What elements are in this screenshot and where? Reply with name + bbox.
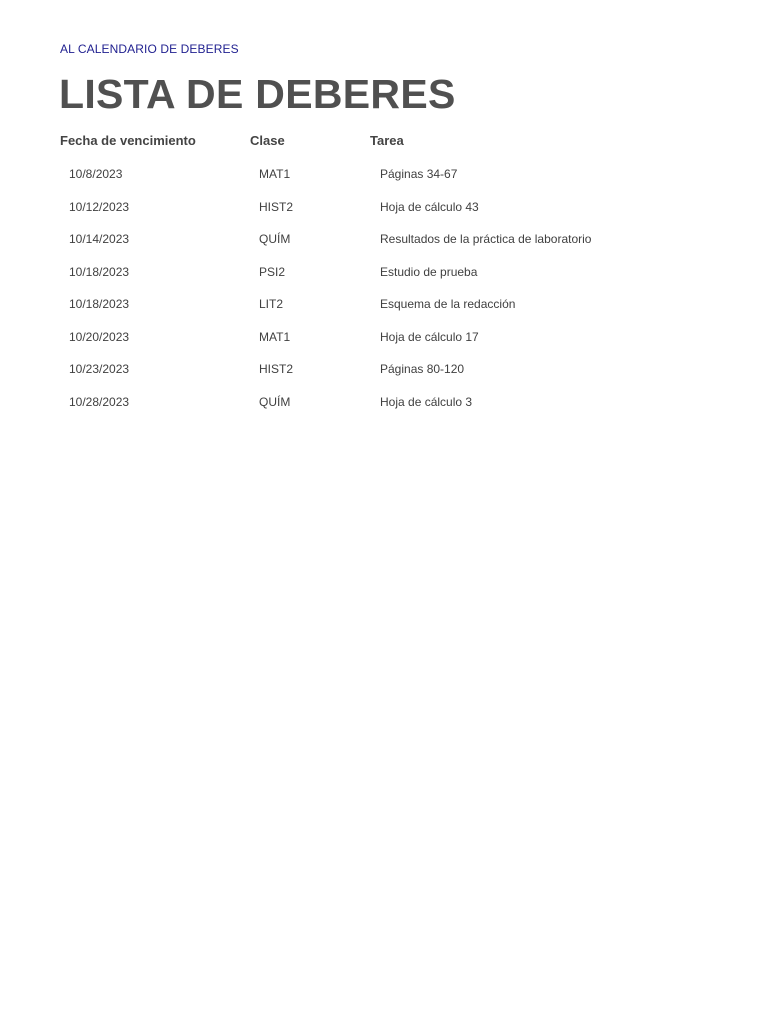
table-row xyxy=(60,263,700,296)
homework-table xyxy=(60,133,700,409)
due-date-cell: 10/20/2023 xyxy=(69,329,130,344)
task-cell: Páginas 80-120 xyxy=(380,362,465,376)
class-cell: HIST2 xyxy=(259,362,294,376)
due-date-cell: 10/23/2023 xyxy=(69,362,130,376)
header-class: Clase xyxy=(250,133,285,148)
header-task: Tarea xyxy=(370,133,404,148)
header-due-date: Fecha de vencimiento xyxy=(60,133,196,148)
due-date-cell: 10/28/2023 xyxy=(69,394,130,409)
due-date-cell: 10/18/2023 xyxy=(69,297,130,311)
table-row xyxy=(60,360,700,393)
due-date-cell: 10/8/2023 xyxy=(69,167,123,181)
task-cell: Esquema de la redacción xyxy=(380,297,516,311)
due-date-cell: 10/14/2023 xyxy=(69,232,130,246)
class-cell: LIT2 xyxy=(259,297,284,311)
table-row xyxy=(60,230,700,263)
task-cell: Hoja de cálculo 43 xyxy=(380,199,479,214)
table-row xyxy=(60,328,700,361)
due-date-cell: 10/18/2023 xyxy=(69,264,130,279)
class-cell: QUÍM xyxy=(259,232,291,246)
calendar-link[interactable]: AL CALENDARIO DE DEBERES xyxy=(60,42,239,56)
due-date-cell: 10/12/2023 xyxy=(69,199,130,214)
class-cell: HIST2 xyxy=(259,199,294,214)
table-row xyxy=(60,393,700,426)
task-cell: Hoja de cálculo 3 xyxy=(380,394,473,409)
table-row xyxy=(60,165,700,198)
table-row xyxy=(60,198,700,231)
table-body xyxy=(60,165,700,425)
task-cell: Resultados de la práctica de laboratorio xyxy=(380,232,592,246)
task-cell: Hoja de cálculo 17 xyxy=(380,329,479,344)
table-row xyxy=(60,295,700,328)
class-cell: PSI2 xyxy=(259,264,286,279)
table-header-row xyxy=(60,133,700,153)
page-title: LISTA DE DEBERES xyxy=(59,71,456,117)
task-cell: Páginas 34-67 xyxy=(380,167,458,181)
class-cell: MAT1 xyxy=(259,167,291,181)
task-cell: Estudio de prueba xyxy=(380,264,478,279)
class-cell: MAT1 xyxy=(259,329,291,344)
class-cell: QUÍM xyxy=(259,394,291,409)
